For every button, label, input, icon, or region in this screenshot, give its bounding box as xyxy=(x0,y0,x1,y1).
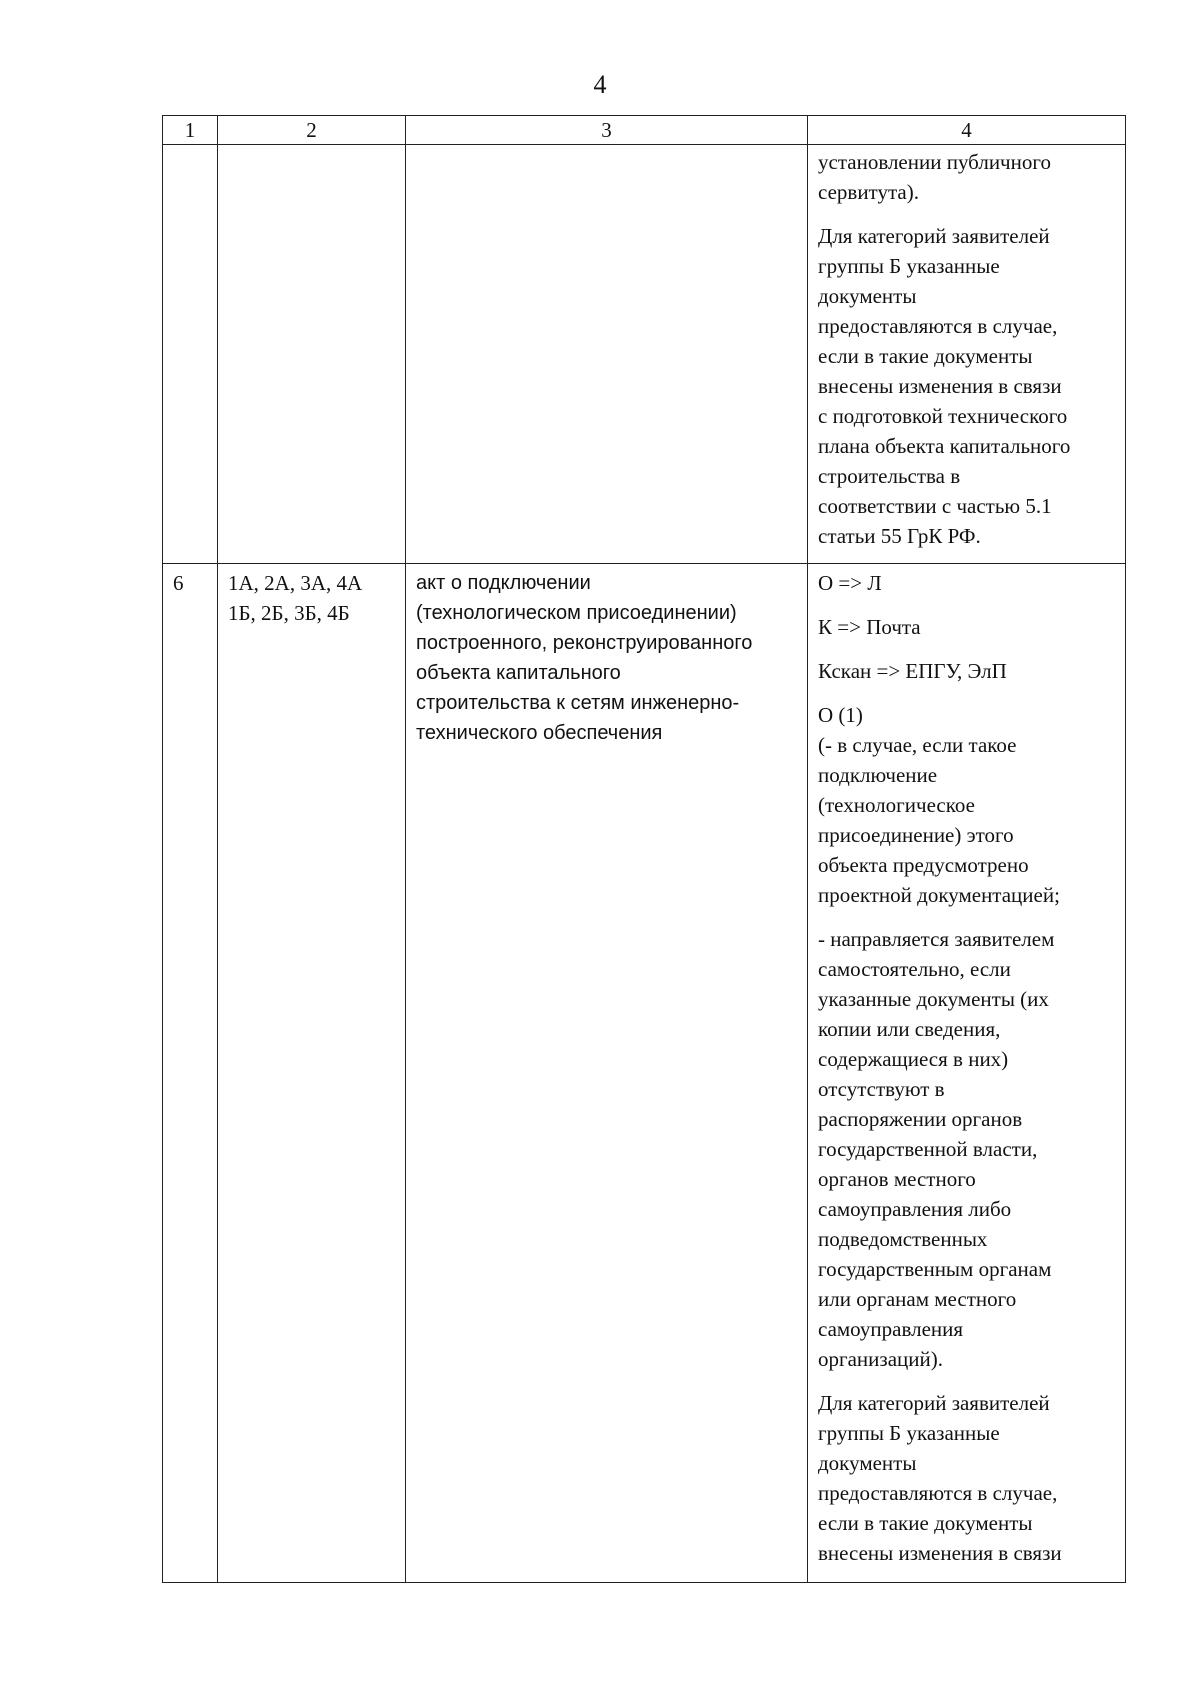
text-line: проектной документацией; xyxy=(818,883,1060,907)
document-name-cell xyxy=(406,564,808,1583)
text-line: присоединение) этого xyxy=(818,823,1014,847)
text-line: с подготовкой технического xyxy=(818,404,1068,428)
text-line: Для категорий заявителей xyxy=(818,224,1050,248)
text-line: технического обеспечения xyxy=(416,722,663,744)
text-line: строительства в xyxy=(818,464,961,488)
text-line: (технологическом присоединении) xyxy=(416,602,737,624)
paragraph xyxy=(818,221,1115,551)
text-line: внесены изменения в связи xyxy=(818,374,1062,398)
text-line: содержащиеся в них) xyxy=(818,1047,1009,1071)
document-table xyxy=(162,115,1126,1583)
text-line: Кскан => ЕПГУ, ЭлП xyxy=(818,659,1007,683)
page-number: 4 xyxy=(593,70,607,99)
text-line: акт о подключении xyxy=(416,572,591,594)
text-line: объекта капитального xyxy=(416,662,621,684)
text-line: объекта предусмотрено xyxy=(818,853,1029,877)
lines-container xyxy=(228,568,395,628)
text-line: построенного, реконструированного xyxy=(416,632,753,654)
text-line: копии или сведения, xyxy=(818,1017,1001,1041)
text-line: или органам местного xyxy=(818,1287,1017,1311)
text-line: самоуправления xyxy=(818,1317,964,1341)
text-line: самостоятельно, если xyxy=(818,957,1011,981)
text-line: (технологическое xyxy=(818,793,975,817)
text-line: (- в случае, если такое xyxy=(818,733,1017,757)
paragraph xyxy=(818,924,1115,1374)
text-line: если в такие документы xyxy=(818,1511,1033,1535)
text-line: органов местного xyxy=(818,1167,976,1191)
text-line: организаций). xyxy=(818,1347,943,1371)
header-cell-2: 2 xyxy=(218,116,406,145)
paragraph xyxy=(818,612,1115,642)
text-line: документы xyxy=(818,284,917,308)
paragraph xyxy=(818,700,1115,910)
text-line: если в такие документы xyxy=(818,344,1033,368)
paragraphs-container xyxy=(818,568,1115,1568)
text-line: 1А, 2А, 3А, 4А xyxy=(228,571,363,595)
text-line: 1Б, 2Б, 3Б, 4Б xyxy=(228,601,350,625)
text-line: строительства к сетям инженерно- xyxy=(416,692,740,714)
paragraph xyxy=(818,147,1115,207)
text-line: самоуправления либо xyxy=(818,1197,1012,1221)
text-line: группы Б указанные xyxy=(818,1421,1000,1445)
text-line: предоставляются в случае, xyxy=(818,314,1058,338)
text-line: предоставляются в случае, xyxy=(818,1481,1058,1505)
applicant-categories-cell xyxy=(218,564,406,1583)
paragraph xyxy=(818,656,1115,686)
submission-method-cell xyxy=(808,564,1126,1583)
text-line: документы xyxy=(818,1451,917,1475)
header-cell-4: 4 xyxy=(808,116,1126,145)
text-line: Для категорий заявителей xyxy=(818,1391,1050,1415)
text-line: государственной власти, xyxy=(818,1137,1038,1161)
text-line: установлении публичного xyxy=(818,150,1051,174)
text-line: плана объекта капитального xyxy=(818,434,1071,458)
header-cell-3: 3 xyxy=(406,116,808,145)
text-line: распоряжении органов xyxy=(818,1107,1023,1131)
cell-continued-col3 xyxy=(406,145,808,564)
text-line: сервитута). xyxy=(818,180,919,204)
paragraphs-container xyxy=(818,147,1115,551)
cell-continued-col4 xyxy=(808,145,1126,564)
text-line: О (1) xyxy=(818,703,863,727)
cell-continued-col1 xyxy=(163,145,218,564)
lines-container xyxy=(416,568,797,748)
cell-continued-col2 xyxy=(218,145,406,564)
text-line: государственным органам xyxy=(818,1257,1052,1281)
text-line: статьи 55 ГрК РФ. xyxy=(818,524,981,548)
table-header-row xyxy=(163,116,1126,145)
paragraph xyxy=(818,568,1115,598)
text-line: отсутствуют в xyxy=(818,1077,945,1101)
paragraph xyxy=(818,1388,1115,1568)
text-line: соответствии с частью 5.1 xyxy=(818,494,1052,518)
text-line: подключение xyxy=(818,763,938,787)
table-row-6 xyxy=(163,564,1126,1583)
row-number: 6 xyxy=(163,564,218,1583)
header-cell-1: 1 xyxy=(163,116,218,145)
text-line: группы Б указанные xyxy=(818,254,1000,278)
text-line: К => Почта xyxy=(818,615,921,639)
text-line: подведомственных xyxy=(818,1227,988,1251)
table-row-continued xyxy=(163,145,1126,564)
text-line: О => Л xyxy=(818,571,882,595)
text-line: указанные документы (их xyxy=(818,987,1049,1011)
text-line: внесены изменения в связи xyxy=(818,1541,1062,1565)
text-line: - направляется заявителем xyxy=(818,927,1055,951)
